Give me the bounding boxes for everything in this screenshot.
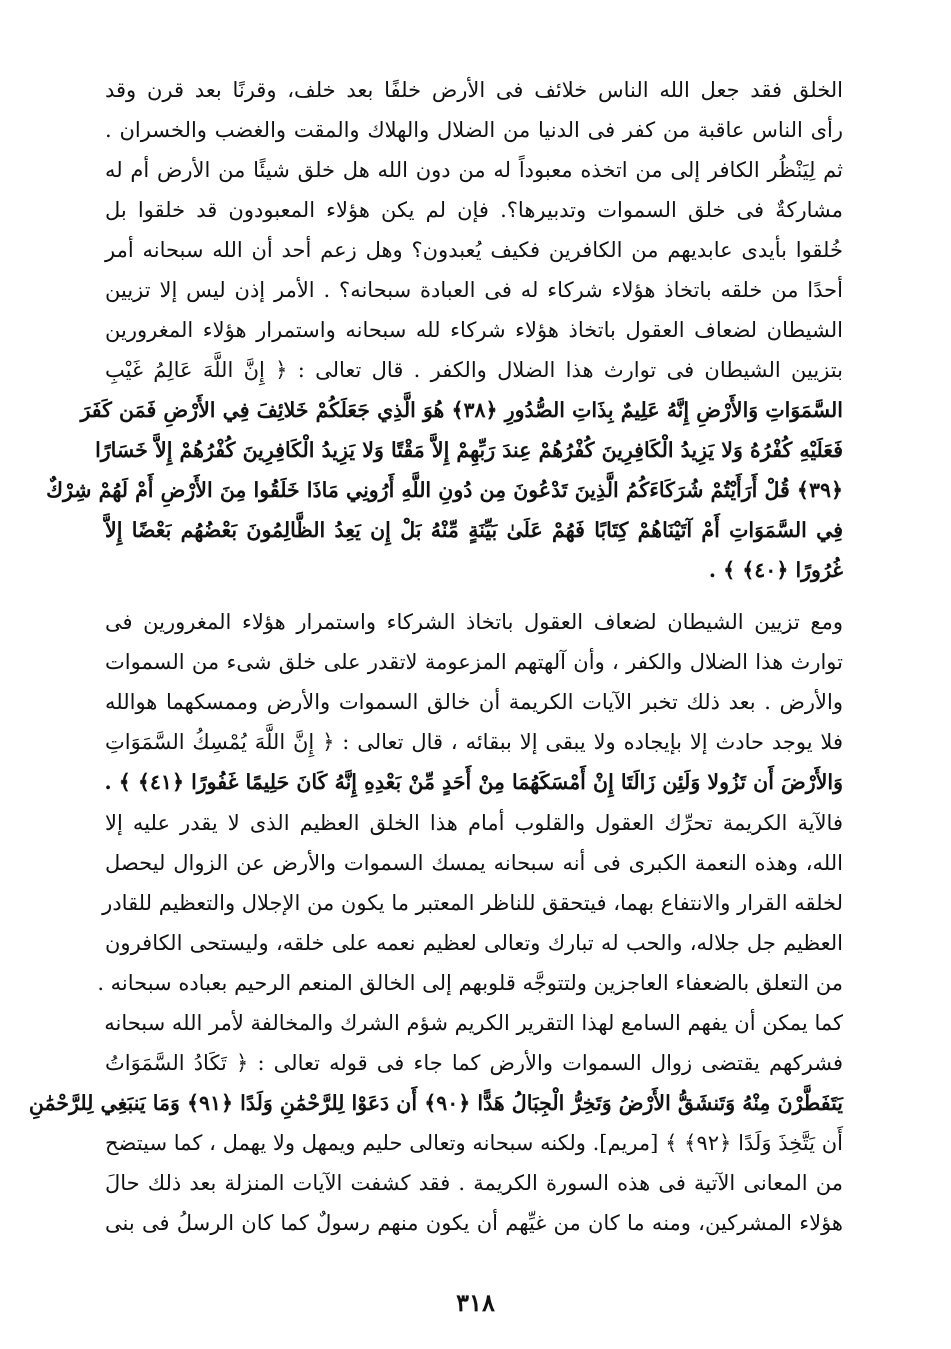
quran-verse-line: غُرُورًا ﴿٤٠﴾ ﴾ . <box>708 558 843 582</box>
quran-verse-line: وَالأَرْضَ أَن تَزُولا وَلَئِن زَالَتَا إِنْ أَمْسَكَهُمَا مِنْ أَحَدٍ مِّنْ بَعْدِهِ إِنَّهُ كَانَ حَلِيمًا غَفُورًا ﴿٤١﴾ ﴾ . <box>104 770 843 794</box>
text-line: لخلقه القرار والانتفاع بهما، فيتحقق للناظر المعتبر ما يكون من الإجلال والتعظيم للقادر <box>102 891 843 915</box>
paragraph-2 <box>105 602 843 802</box>
text-line: مشاركةٌ فى خلق السموات وتدبيرها؟. فإن لم يكن هؤلاء المعبودون قد خلقوا بل <box>105 198 843 222</box>
text-line: أَن يَتَّخِذَ وَلَدًا ﴿٩٢﴾ ﴾ [مريم]. ولكنه سبحانه وتعالى حليم ويمهل ولا يهمل ، كما سيتضح <box>105 1131 843 1155</box>
quran-verse-line: السَّمَوَاتِ وَالأَرْضِ إِنَّهُ عَلِيمٌ بِذَاتِ الصُّدُورِ ﴿٣٨﴾ هُوَ الَّذِي جَعَلَكُمْ خَلائِفَ فِي الأَرْضِ فَمَن كَفَرَ <box>80 398 843 422</box>
quran-verse-line: فِي السَّمَوَاتِ أَمْ آتَيْنَاهُمْ كِتَابًا فَهُمْ عَلَىٰ بَيِّنَةٍ مِّنْهُ بَلْ إِن يَعِدُ الظَّالِمُونَ بَعْضُهُم بَعْضًا إِلاَّ <box>105 518 843 542</box>
text-line: خُلقوا بأيدى عابديهم من الكافرين فكيف يُعبدون؟ وهل زعم أحد أن الله سبحانه أمر <box>105 238 843 262</box>
text-line: من التعلق بالضعفاء العاجزين ولتتوجَّه قلوبهم إلى الخالق المنعم الرحيم بعباده سبحانه . <box>97 971 843 995</box>
text-line: كما يمكن أن يفهم السامع لهذا التقرير الكريم شؤم الشرك والمخالفة لأمر الله سبحانه <box>104 1011 843 1035</box>
text-line: الخلق فقد جعل الله الناس خلائف فى الأرض خلفًا بعد خلف، وقرنًا بعد قرن وقد <box>105 78 843 102</box>
text-line: بتزيين الشيطان فى توارث هذا الضلال والكفر . قال تعالى : ﴿ إِنَّ اللَّهَ عَالِمُ غَيْبِ <box>105 358 843 382</box>
text-line: فشركهم يقتضى زوال السموات والأرض كما جاء فى قوله تعالى : ﴿ تَكَادُ السَّمَوَاتُ <box>105 1051 843 1075</box>
text-line: فلا يوجد حادث إلا بإيجاده ولا يبقى إلا ببقائه ، قال تعالى : ﴿ إِنَّ اللَّهَ يُمْسِكُ السَّمَوَاتِ <box>105 730 843 754</box>
quran-verse-line: ﴿٣٩﴾ قُلْ أَرَأَيْتُمْ شُرَكَاءَكُمُ الَّذِينَ تَدْعُونَ مِن دُونِ اللَّهِ أَرُونِي مَاذَا خَلَقُوا مِنَ الأَرْضِ أَمْ لَهُمْ شِرْكٌ <box>46 478 843 502</box>
text-line: رأى الناس عاقبة من كفر فى الدنيا من الضلال والهلاك والمقت والغضب والخسران . <box>105 118 843 142</box>
text-line: ومع تزيين الشيطان لضعاف العقول باتخاذ الشركاء واستمرار هؤلاء المغرورين فى <box>105 610 843 634</box>
text-line: أحدًا من خلقه باتخاذ هؤلاء شركاء له فى العبادة سبحانه؟ . الأمر إذن ليس إلا تزيين <box>105 278 843 302</box>
text-line: والأرض . بعد ذلك تخبر الآيات الكريمة أن خالق السموات والأرض وممسكهما هوالله <box>105 690 843 714</box>
text-line: العظيم جل جلاله، والحب له تبارك وتعالى لعظيم نعمه على خلقه، وليستحى الكافرون <box>105 931 843 955</box>
text-line: هؤلاء المشركين، ومنه ما كان من غيِّهم أن يكون منهم رسولٌ كما كان الرسلُ فى بنى <box>105 1211 843 1235</box>
text-line: الله، وهذه النعمة الكبرى فى أنه سبحانه يمسك السموات والأرض عن الزوال ليحصل <box>105 851 843 875</box>
quran-verse-line: يَتَفَطَّرْنَ مِنْهُ وَتَنشَقُّ الأَرْضُ وَتَخِرُّ الْجِبَالُ هَدًّا ﴿٩٠﴾ أَن دَعَوْا لِلرَّحْمَٰنِ وَلَدًا ﴿٩١﴾ وَمَا يَنبَغِي لِلرَّحْمَٰنِ <box>28 1091 843 1115</box>
quran-verse-line: فَعَلَيْهِ كُفْرُهُ وَلا يَزِيدُ الْكَافِرِينَ كُفْرُهُمْ عِندَ رَبِّهِمْ إِلاَّ مَقْتًا وَلا يَزِيدُ الْكَافِرِينَ كُفْرُهُمْ إِلاَّ خَسَارًا <box>95 438 843 462</box>
text-line: ثم لِيَنْظُر الكافر إلى من اتخذه معبوداً له من دون الله هل خلق شيئًا من الأرض أم له <box>105 158 843 182</box>
page-number: ٣١٨ <box>456 1288 495 1317</box>
paragraph-1 <box>46 70 843 590</box>
text-line: توارث هذا الضلال والكفر ، وأن آلهتهم المزعومة لاتقدر على خلق شىء من السموات <box>105 650 843 674</box>
text-line: من المعانى الآتية فى هذه السورة الكريمة . فقد كشفت الآيات المنزلة بعد ذلك حالَ <box>105 1171 843 1195</box>
paragraph-3 <box>28 803 843 1243</box>
text-line: فالآية الكريمة تحرِّك العقول والقلوب أمام هذا الخلق العظيم الذى لا يقدر عليه إلا <box>105 811 843 835</box>
text-line: الشيطان لضعاف العقول باتخاذ هؤلاء شركاء لله سبحانه واستمرار هؤلاء المغرورين <box>105 318 843 342</box>
